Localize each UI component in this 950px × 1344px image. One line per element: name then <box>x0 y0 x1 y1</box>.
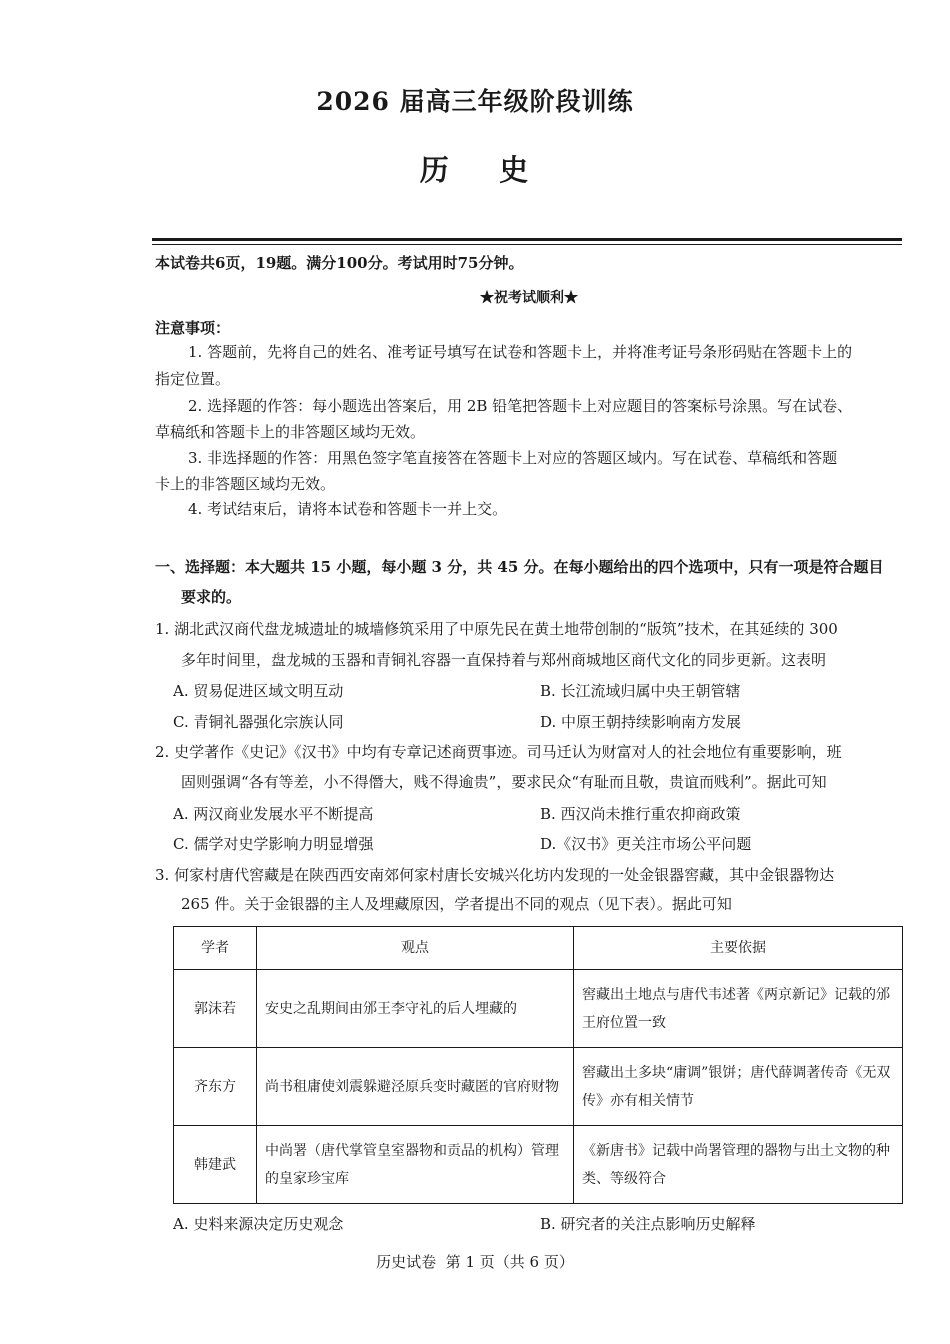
table-row <box>174 970 903 1048</box>
question-2-stem-cont: 固则强调“各有等差，小不得僭大，贱不得逾贵”，要求民众“有耻而且敬，贵谊而贱利”。据此可知 <box>181 773 827 791</box>
table-cell-evidence: 窖藏出土地点与唐代韦述著《两京新记》记载的邠王府位置一致 <box>574 970 903 1048</box>
question-1-stem: 1. 湖北武汉商代盘龙城遗址的城墙修筑采用了中原先民在黄土地带创制的“版筑”技术，在其延续的 300 <box>155 620 838 638</box>
table-cell-view: 中尚署（唐代掌管皇室器物和贡品的机构）管理的皇家珍宝库 <box>257 1126 574 1204</box>
question-1-option-b[interactable]: B. 长江流域归属中央王朝管辖 <box>540 682 741 700</box>
page-footer: 历史试卷 第 1 页（共 6 页） <box>376 1253 574 1271</box>
exam-summary: 本试卷共6页，19题。满分100分。考试用时75分钟。 <box>155 254 524 272</box>
question-1-option-d[interactable]: D. 中原王朝持续影响南方发展 <box>540 713 742 731</box>
notice-line: 草稿纸和答题卡上的非答题区域均无效。 <box>155 423 426 441</box>
table-row <box>174 1048 903 1126</box>
notice-line: 1. 答题前，先将自己的姓名、准考证号填写在试卷和答题卡上，并将准考证号条形码贴在答题卡上的 <box>188 343 853 361</box>
section-heading: 一、选择题：本大题共 15 小题，每小题 3 分，共 45 分。在每小题给出的四个选项中，只有一项是符合题目 <box>155 558 884 576</box>
question-1-option-a[interactable]: A. 贸易促进区域文明互动 <box>173 682 344 700</box>
scholar-views-table <box>173 926 903 1204</box>
notice-line: 2. 选择题的作答：每小题选出答案后，用 2B 铅笔把答题卡上对应题目的答案标号涂黑。写在试卷、 <box>188 397 853 415</box>
table-header-cell: 观点 <box>257 927 574 970</box>
notice-line: 卡上的非答题区域均无效。 <box>155 475 336 493</box>
question-2-option-b[interactable]: B. 西汉尚未推行重农抑商政策 <box>540 805 741 823</box>
header-rule-thin <box>152 244 902 245</box>
table-header-cell: 主要依据 <box>574 927 903 970</box>
question-1-option-c[interactable]: C. 青铜礼器强化宗族认同 <box>173 713 344 731</box>
table-cell-scholar: 韩建武 <box>174 1126 257 1204</box>
exam-title: 2026 届高三年级阶段训练 <box>316 87 634 116</box>
notice-line: 3. 非选择题的作答：用黑色签字笔直接答在答题卡上对应的答题区域内。写在试卷、草稿纸和答题 <box>188 449 838 467</box>
question-2-option-c[interactable]: C. 儒学对史学影响力明显增强 <box>173 835 374 853</box>
section-heading-cont: 要求的。 <box>181 588 242 606</box>
question-3-stem-cont: 265 件。关于金银器的主人及埋藏原因，学者提出不同的观点（见下表）。据此可知 <box>181 895 732 913</box>
question-1-stem-cont: 多年时间里，盘龙城的玉器和青铜礼容器一直保持着与郑州商城地区商代文化的同步更新。这表明 <box>181 651 827 669</box>
question-2-option-a[interactable]: A. 两汉商业发展水平不断提高 <box>173 805 374 823</box>
table-row <box>174 1126 903 1204</box>
good-luck-banner: ★祝考试顺利★ <box>480 290 578 306</box>
table-cell-evidence: 窖藏出土多块“庸调”银饼；唐代薛调著传奇《无双传》亦有相关情节 <box>574 1048 903 1126</box>
table-cell-scholar: 齐东方 <box>174 1048 257 1126</box>
question-2-option-d[interactable]: D.《汉书》更关注市场公平问题 <box>540 835 752 853</box>
notice-line: 指定位置。 <box>155 370 231 388</box>
table-header-cell: 学者 <box>174 927 257 970</box>
table-cell-scholar: 郭沫若 <box>174 970 257 1048</box>
table-cell-view: 尚书租庸使刘震躲避泾原兵变时藏匿的官府财物 <box>257 1048 574 1126</box>
question-2-stem: 2. 史学著作《史记》《汉书》中均有专章记述商贾事迹。司马迁认为财富对人的社会地位有重要影响，班 <box>155 743 842 761</box>
table-cell-evidence: 《新唐书》记载中尚署管理的器物与出土文物的种类、等级符合 <box>574 1126 903 1204</box>
question-3-option-a[interactable]: A. 史料来源决定历史观念 <box>173 1215 344 1233</box>
table-header-row <box>174 927 903 970</box>
table-cell-view: 安史之乱期间由邠王李守礼的后人埋藏的 <box>257 970 574 1048</box>
subject-title: 历 史 <box>419 153 531 187</box>
question-3-stem: 3. 何家村唐代窖藏是在陕西西安南郊何家村唐长安城兴化坊内发现的一处金银器窖藏，其中金银器物达 <box>155 866 835 884</box>
header-rule-thick <box>152 238 902 241</box>
notice-heading: 注意事项： <box>155 319 231 337</box>
notice-line: 4. 考试结束后，请将本试卷和答题卡一并上交。 <box>188 500 508 518</box>
question-3-option-b[interactable]: B. 研究者的关注点影响历史解释 <box>540 1215 756 1233</box>
